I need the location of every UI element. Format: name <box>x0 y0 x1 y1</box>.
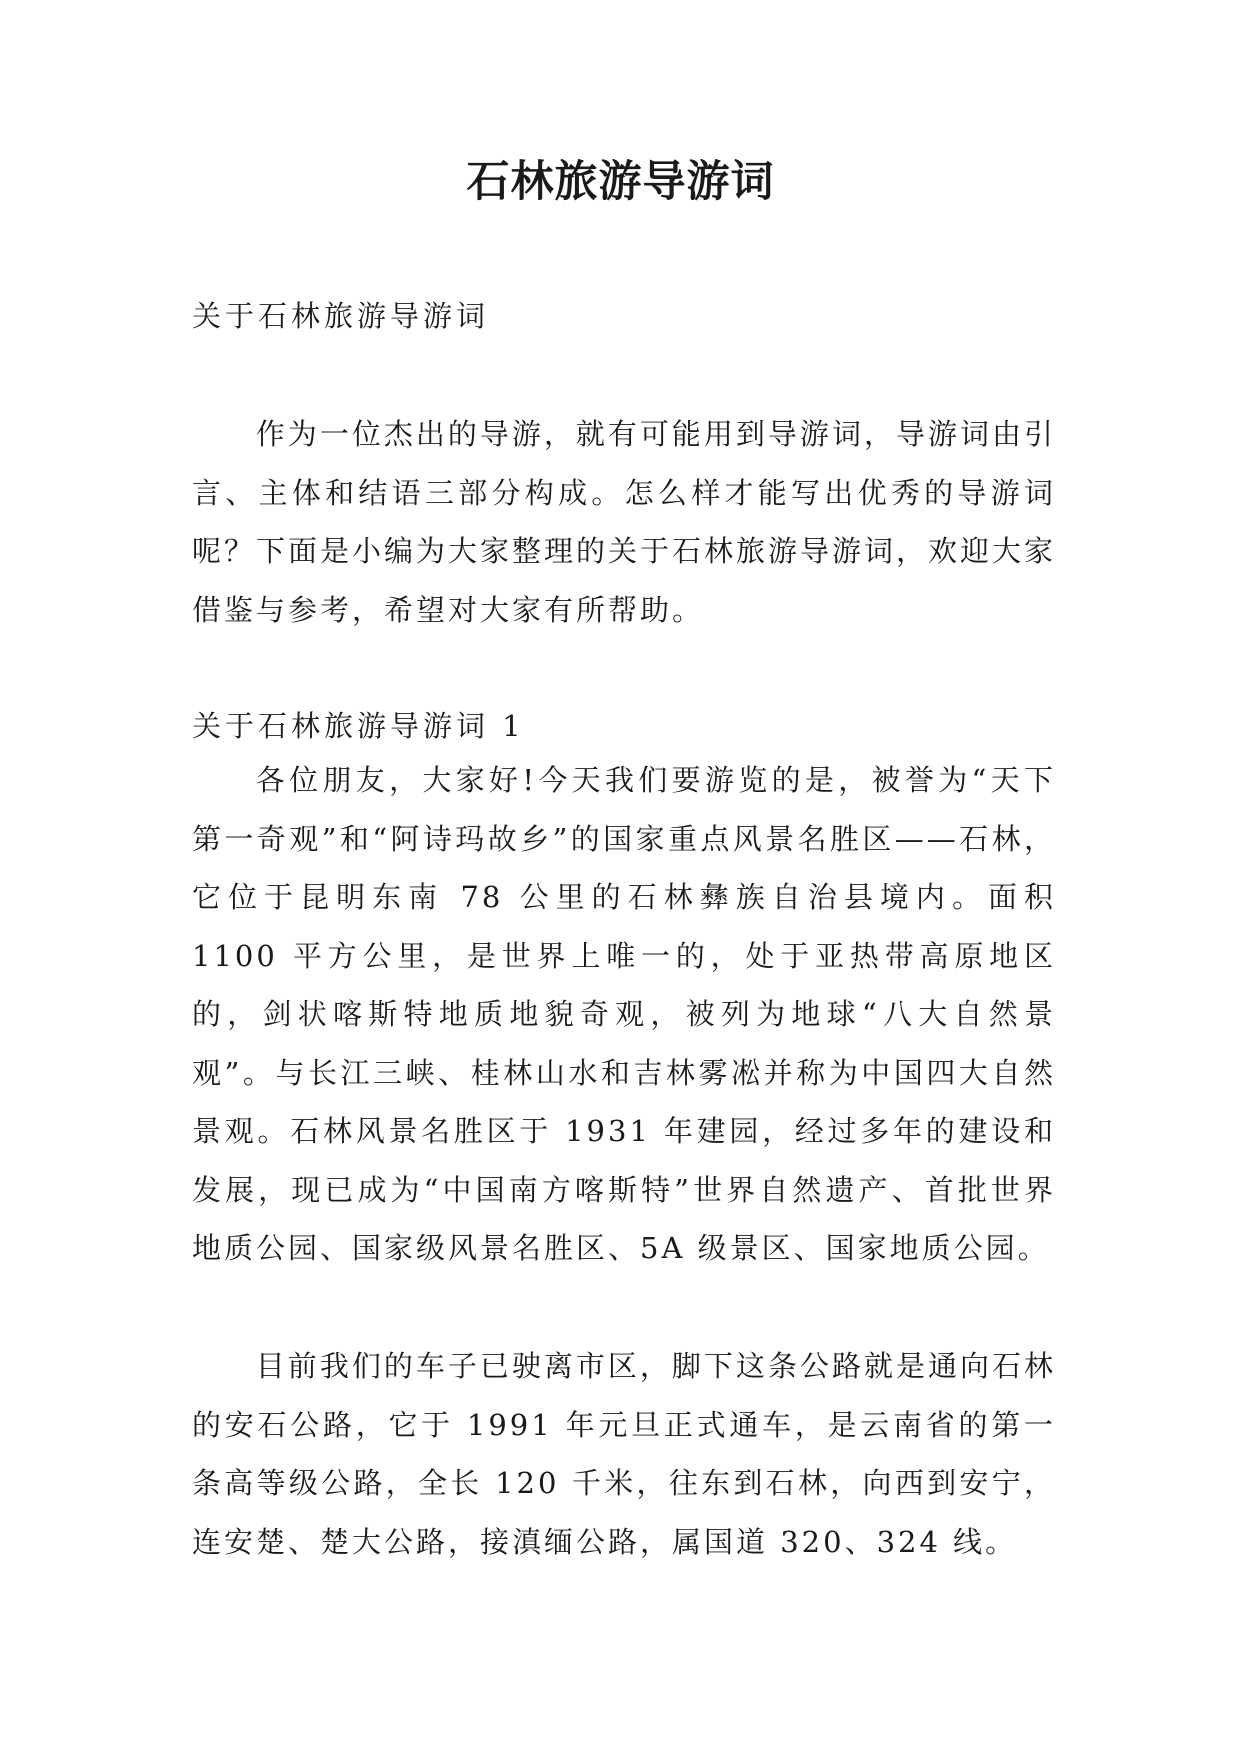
intro-paragraph: 作为一位杰出的导游，就有可能用到导游词，导游词由引言、主体和结语三部分构成。怎么样才能写出优秀的导游词呢？下面是小编为大家整理的关于石林旅游导游词，欢迎大家借鉴与参考，希望对大家有所帮助。 <box>192 417 1057 627</box>
section-heading: 关于石林旅游导游词 1 <box>192 709 525 743</box>
body-paragraph-2: 目前我们的车子已驶离市区，脚下这条公路就是通向石林的安石公路，它于 1991 年元旦正式通车，是云南省的第一条高等级公路，全长 120 千米，往东到石林，向西到安宁，连安楚、楚大公路，接滇缅公路，属国道 320、324 线。 <box>192 1349 1056 1559</box>
document-title: 石林旅游导游词 <box>466 157 775 207</box>
document-subtitle: 关于石林旅游导游词 <box>192 299 490 333</box>
body-paragraph-1: 各位朋友，大家好!今天我们要游览的是，被誉为“天下第一奇观”和“阿诗玛故乡”的国家重点风景名胜区——石林，它位于昆明东南 78 公里的石林彝族自治县境内。面积 1100 平方公里，是世界上唯一的，处于亚热带高原地区的，剑状喀斯特地质地貌奇观，被列为地球“八大自然景观”。与长江三峡、桂林山水和吉林雾凇并称为中国四大自然景观。石林风景名胜区于 1931 年建园，经过多年的建设和发展，现已成为“中国南方喀斯特”世界自然遗产、首批世界地质公园、国家级风景名胜区、5A 级景区、国家地质公园。 <box>192 763 1056 1265</box>
